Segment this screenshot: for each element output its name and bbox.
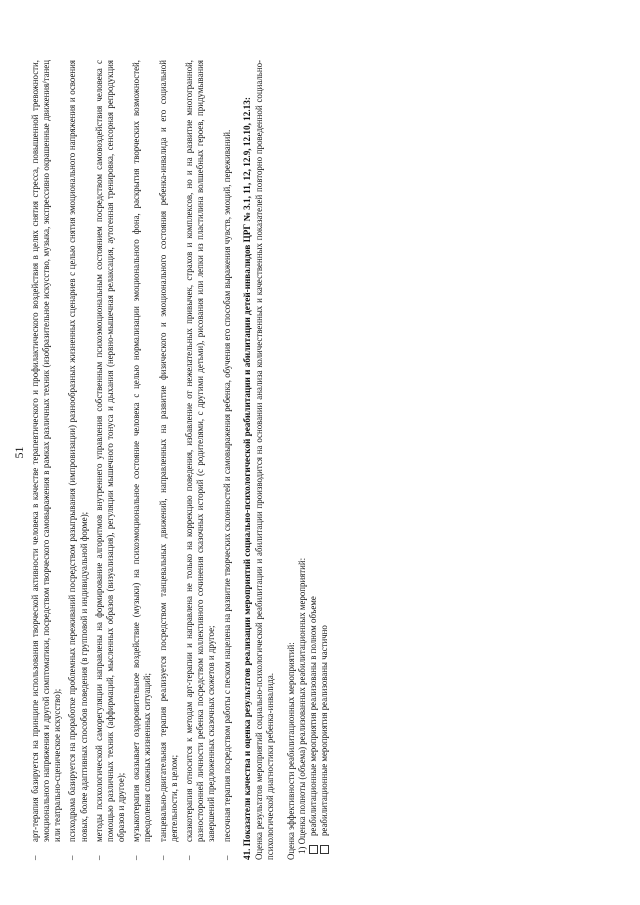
list-item bbox=[222, 60, 233, 860]
spacer bbox=[276, 60, 286, 860]
list-item-text: методы психологической саморегуляции направлены на формирование алгоритмов внутреннего управления собственным психоэмоциональным состоянием посредством самовоздействия человека с помощью различных техник (аффирмаций, мысленных образов (визуализация), регуляции мышечного тонуса и дыхания (нервно-мышечная релаксация, аутогенная тренировка, сенсорная репродукция образов и другое); bbox=[93, 60, 127, 842]
section-paragraph: Оценка результатов мероприятий социально-психологической реабилитации и абилитации производится на основании анализа количественных и качественных показателей повторно проведенной социально-психологической диагностики ребенка-инвалида. bbox=[253, 60, 275, 860]
dash-bullet: – bbox=[131, 855, 142, 860]
list-item-text: танцевально-двигательная терапия реализуется посредством танцевальных движений, направленных на развитие физического и эмоционального состояния ребенка-инвалида и его социальной деятельности, в целом; bbox=[157, 60, 179, 842]
list-item bbox=[184, 60, 217, 860]
checkbox[interactable] bbox=[309, 845, 318, 854]
checkbox-row bbox=[308, 60, 319, 854]
dash-bullet: – bbox=[221, 855, 232, 860]
list-item-text: песочная терапия посредством работы с песком нацелена на развитие творческих склонностей и самовыражения ребенка, обучения его способам выражения чувств, эмоций, переживаний. bbox=[221, 129, 232, 842]
document-body bbox=[30, 60, 330, 860]
checkbox-label: реабилитационные мероприятия реализованы частично bbox=[319, 625, 330, 836]
effectiveness-label: Оценка эффективности реабилитационных мероприятий: bbox=[286, 642, 297, 860]
dash-bullet: – bbox=[184, 855, 195, 860]
list-item bbox=[94, 60, 127, 860]
section-heading: 41. Показатели качества и оценка результатов реализации мероприятий социально-психологической реабилитации и абилитации детей-инвалидов ЦРГ № 3.1, 11, 12, 12.9, 12.10, 12.13: bbox=[241, 97, 252, 860]
checkbox-row bbox=[319, 60, 330, 854]
list-item-text: психодрама базируется на проработке проблемных переживаний посредством разыгрывания (импровизации) разнообразных жизненных сценариев с целью снятия эмоционального напряжения и освоения новых, более адаптивных способов поведения (в групповой и индивидуальной форме); bbox=[67, 60, 89, 842]
dash-bullet: – bbox=[67, 855, 78, 860]
list-item bbox=[158, 60, 180, 860]
page-number: 51 bbox=[12, 446, 26, 459]
list-item bbox=[131, 60, 153, 860]
list-item bbox=[30, 60, 63, 860]
effectiveness-item-1: 1) Оценка полноты (объема) реализованных реабилитационных мероприятий: bbox=[297, 557, 308, 854]
checkbox[interactable] bbox=[320, 845, 329, 854]
dash-bullet: – bbox=[157, 855, 168, 860]
list-item bbox=[67, 60, 89, 860]
list-item-text: арт-терапия базируется на принципе использования творческой активности человека в качестве терапевтического и профилактического воздействия в целях снятия стресса, повышенной тревожности, эмоционального напряжения и другой симптоматики, посредством творческого самовыражения в рамках различных техник (изобразительное искусство, музыка, экспрессивно окрашенные движения/танец или театрально-сценическое искусство); bbox=[30, 60, 63, 842]
list-item-text: музыкотерапия оказывает оздоровительное воздействие (музыки) на психоэмоциональное состояние человека с целью нормализации эмоционального фона, раскрытия творческих возможностей, преодоления сложных жизненных ситуаций; bbox=[131, 60, 153, 842]
dash-bullet: – bbox=[30, 855, 40, 860]
checkbox-label: реабилитационные мероприятия реализованы в полном объеме bbox=[308, 596, 319, 836]
dash-bullet: – bbox=[93, 855, 104, 860]
list-item-text: сказкотерапия относится к методам арт-терапии и направлена не только на коррекцию поведения, избавление от нежелательных привычек, страхов и комплексов, но и на развитие многогранной, разносторонней личности ребенка посредством коллективного сочинения сказочных историй (с родителями, с другими детьми), рисования или лепки из пластилина волшебных героев, придумывания завершений предложенных сказочных сюжетов и другое; bbox=[184, 60, 217, 842]
